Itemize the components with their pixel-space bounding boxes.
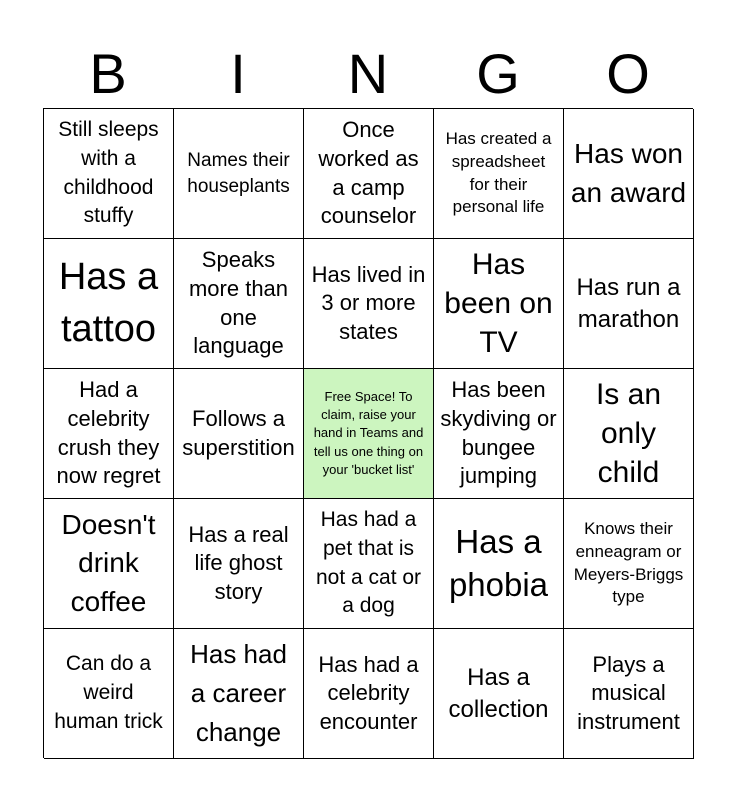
bingo-cell[interactable]: Has a real life ghost story [174,499,304,629]
bingo-grid [43,108,693,758]
bingo-cell[interactable]: Has run a marathon [564,239,694,369]
bingo-cell[interactable]: Doesn't drink coffee [44,499,174,629]
free-space-cell[interactable]: Free Space! To claim, raise your hand in Teams and tell us one thing on your 'bucket list' [304,369,434,499]
header-letter-i: I [230,42,246,105]
bingo-cell[interactable]: Has been skydiving or bungee jumping [434,369,564,499]
bingo-cell[interactable]: Has been on TV [434,239,564,369]
header-letter-n: N [347,42,389,105]
bingo-cell[interactable]: Has lived in 3 or more states [304,239,434,369]
bingo-cell[interactable]: Had a celebrity crush they now regret [44,369,174,499]
header-letter-o: O [606,42,650,105]
bingo-cell[interactable]: Has a phobia [434,499,564,629]
bingo-cell[interactable]: Follows a superstition [174,369,304,499]
bingo-cell[interactable]: Has had a pet that is not a cat or a dog [304,499,434,629]
bingo-cell[interactable]: Names their houseplants [174,109,304,239]
header-letter-b: B [89,42,127,105]
bingo-cell[interactable]: Plays a musical instrument [564,629,694,759]
bingo-cell[interactable]: Has a collection [434,629,564,759]
bingo-cell[interactable]: Once worked as a camp counselor [304,109,434,239]
bingo-cell[interactable]: Has won an award [564,109,694,239]
bingo-cell[interactable]: Has had a celebrity encounter [304,629,434,759]
bingo-cell[interactable]: Has a tattoo [44,239,174,369]
bingo-cell[interactable]: Is an only child [564,369,694,499]
bingo-header [43,40,693,108]
bingo-cell[interactable]: Has had a career change [174,629,304,759]
bingo-cell[interactable]: Has created a spreadsheet for their personal life [434,109,564,239]
header-letter-g: G [476,42,520,105]
bingo-cell[interactable]: Knows their enneagram or Meyers-Briggs type [564,499,694,629]
bingo-cell[interactable]: Still sleeps with a childhood stuffy [44,109,174,239]
bingo-cell[interactable]: Speaks more than one language [174,239,304,369]
bingo-cell[interactable]: Can do a weird human trick [44,629,174,759]
